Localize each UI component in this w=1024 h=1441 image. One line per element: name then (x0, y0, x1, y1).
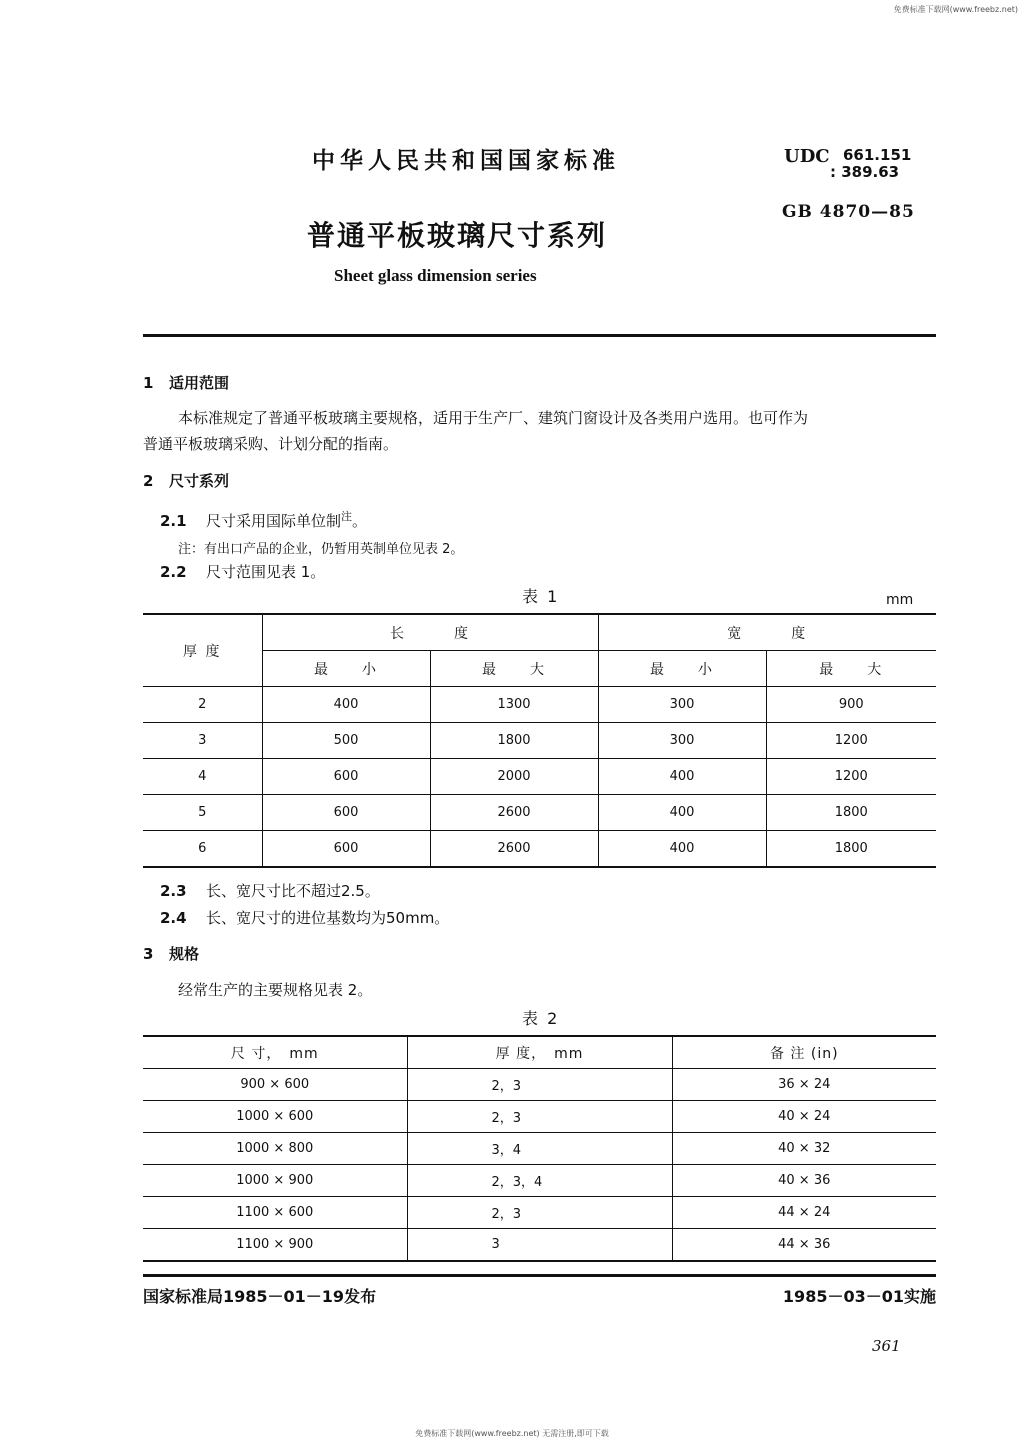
table-cell: 3 (407, 1229, 672, 1262)
table-1 (143, 613, 936, 868)
clause-2-3 (160, 880, 380, 901)
table-row (143, 1229, 936, 1262)
table-1-header-width: 宽 度 (598, 614, 936, 651)
table-1-header-width-min: 最 小 (598, 651, 766, 687)
watermark-top: 免费标准下载网(www.freebz.net) (893, 5, 1018, 14)
clause-2-2 (160, 561, 325, 582)
clause-2-3-text: 长、宽尺寸比不超过2.5。 (206, 882, 380, 900)
table-cell: 44 × 24 (672, 1197, 936, 1229)
watermark-bottom: 免费标准下载网(www.freebz.net) 无需注册,即可下载 (415, 1429, 609, 1438)
table-row (143, 1133, 936, 1165)
table-cell: 1800 (766, 831, 936, 868)
section-3-heading (143, 943, 199, 964)
section-3-number: 3 (143, 945, 154, 963)
section-2-heading (143, 470, 229, 491)
table-cell: 1800 (430, 723, 598, 759)
section-1-text-line2: 普通平板玻璃采购、计划分配的指南。 (143, 435, 399, 453)
table-row (143, 1069, 936, 1101)
table-1-caption: 表 1 (522, 587, 560, 606)
table-cell: 2，3 (407, 1197, 672, 1229)
effective-date: 1985－03－01实施 (782, 1287, 936, 1306)
table-cell: 2，3 (407, 1101, 672, 1133)
table-cell: 40 × 24 (672, 1101, 936, 1133)
table-2 (143, 1035, 936, 1262)
table-1-header-length-min: 最 小 (262, 651, 430, 687)
table-1-header-width-max: 最 大 (766, 651, 936, 687)
table-cell: 2600 (430, 795, 598, 831)
table-cell: 1200 (766, 759, 936, 795)
header-divider (143, 334, 936, 337)
table-cell: 900 × 600 (143, 1069, 407, 1101)
table-cell: 2000 (430, 759, 598, 795)
udc-code-line2: : 389.63 (830, 163, 900, 181)
table-1-header-row-1 (143, 614, 936, 651)
table-cell: 1100 × 600 (143, 1197, 407, 1229)
table-row (143, 1165, 936, 1197)
table-cell: 2 (143, 687, 262, 723)
table-cell: 400 (598, 759, 766, 795)
gb-standard-code: GB 4870—85 (782, 202, 915, 222)
clause-2-1 (160, 508, 367, 531)
table-1-header-length: 长 度 (262, 614, 598, 651)
section-1-number: 1 (143, 374, 154, 392)
table-cell: 2，3 (407, 1069, 672, 1101)
clause-2-1-note-mark: 注 (341, 510, 353, 523)
section-3-text: 经常生产的主要规格见表 2。 (178, 981, 373, 999)
table-row (143, 1197, 936, 1229)
table-cell: 1000 × 600 (143, 1101, 407, 1133)
table-cell: 1800 (766, 795, 936, 831)
clause-2-2-number: 2.2 (160, 563, 187, 581)
table-2-header-thickness: 厚 度， mm (407, 1036, 672, 1069)
table-cell: 400 (262, 687, 430, 723)
table-cell: 4 (143, 759, 262, 795)
table-cell: 600 (262, 795, 430, 831)
national-standard-heading: 中华人民共和国国家标准 (312, 148, 620, 174)
document-title-en: Sheet glass dimension series (334, 266, 537, 285)
clause-2-3-number: 2.3 (160, 882, 187, 900)
udc-code-line1: 661.151 (843, 146, 912, 164)
table-cell: 300 (598, 723, 766, 759)
table-1-unit: mm (886, 592, 914, 608)
document-title-cn: 普通平板玻璃尺寸系列 (307, 219, 608, 252)
table-cell: 1000 × 800 (143, 1133, 407, 1165)
table-2-header-row (143, 1036, 936, 1069)
table-2-header-size: 尺 寸， mm (143, 1036, 407, 1069)
table-1-header-thickness: 厚 度 (143, 614, 262, 687)
clause-2-1-end: 。 (352, 512, 368, 530)
table-1-header-length-max: 最 大 (430, 651, 598, 687)
section-3-title: 规格 (169, 945, 200, 963)
table-row (143, 723, 936, 759)
table-2-header-remark: 备 注 (in) (672, 1036, 936, 1069)
page-number: 361 (872, 1337, 901, 1355)
clause-2-1-number: 2.1 (160, 512, 187, 530)
table-cell: 500 (262, 723, 430, 759)
table-cell: 600 (262, 759, 430, 795)
table-cell: 40 × 32 (672, 1133, 936, 1165)
table-cell: 1000 × 900 (143, 1165, 407, 1197)
clause-2-2-text: 尺寸范围见表 1。 (206, 563, 326, 581)
table-cell: 1200 (766, 723, 936, 759)
table-1-header-row-2 (143, 651, 936, 687)
issue-date: 国家标准局1985－01－19发布 (143, 1287, 377, 1306)
clause-2-1-note: 注：有出口产品的企业，仍暂用英制单位见表 2。 (178, 542, 464, 557)
table-cell: 3 (143, 723, 262, 759)
udc-label: UDC (784, 146, 830, 167)
table-cell: 300 (598, 687, 766, 723)
table-cell: 1100 × 900 (143, 1229, 407, 1262)
table-row (143, 831, 936, 868)
table-cell: 1300 (430, 687, 598, 723)
table-row (143, 687, 936, 723)
section-2-number: 2 (143, 472, 154, 490)
table-row (143, 795, 936, 831)
footer-divider (143, 1274, 936, 1277)
table-cell: 2600 (430, 831, 598, 868)
clause-2-4-text: 长、宽尺寸的进位基数均为50mm。 (206, 909, 450, 927)
table-cell: 5 (143, 795, 262, 831)
clause-2-4 (160, 907, 449, 928)
table-cell: 400 (598, 831, 766, 868)
section-1-heading (143, 372, 229, 393)
table-cell: 44 × 36 (672, 1229, 936, 1262)
clause-2-4-number: 2.4 (160, 909, 187, 927)
table-row (143, 759, 936, 795)
table-2-caption: 表 2 (522, 1009, 560, 1028)
table-cell: 36 × 24 (672, 1069, 936, 1101)
section-1-title: 适用范围 (169, 374, 230, 392)
table-cell: 400 (598, 795, 766, 831)
table-cell: 900 (766, 687, 936, 723)
table-cell: 40 × 36 (672, 1165, 936, 1197)
table-cell: 600 (262, 831, 430, 868)
table-row (143, 1101, 936, 1133)
section-2-title: 尺寸系列 (169, 472, 230, 490)
section-1-text-line1: 本标准规定了普通平板玻璃主要规格，适用于生产厂、建筑门窗设计及各类用户选用。也可作为 (178, 409, 809, 427)
clause-2-1-text: 尺寸采用国际单位制 (206, 512, 342, 530)
table-cell: 6 (143, 831, 262, 868)
table-cell: 2，3，4 (407, 1165, 672, 1197)
table-cell: 3，4 (407, 1133, 672, 1165)
